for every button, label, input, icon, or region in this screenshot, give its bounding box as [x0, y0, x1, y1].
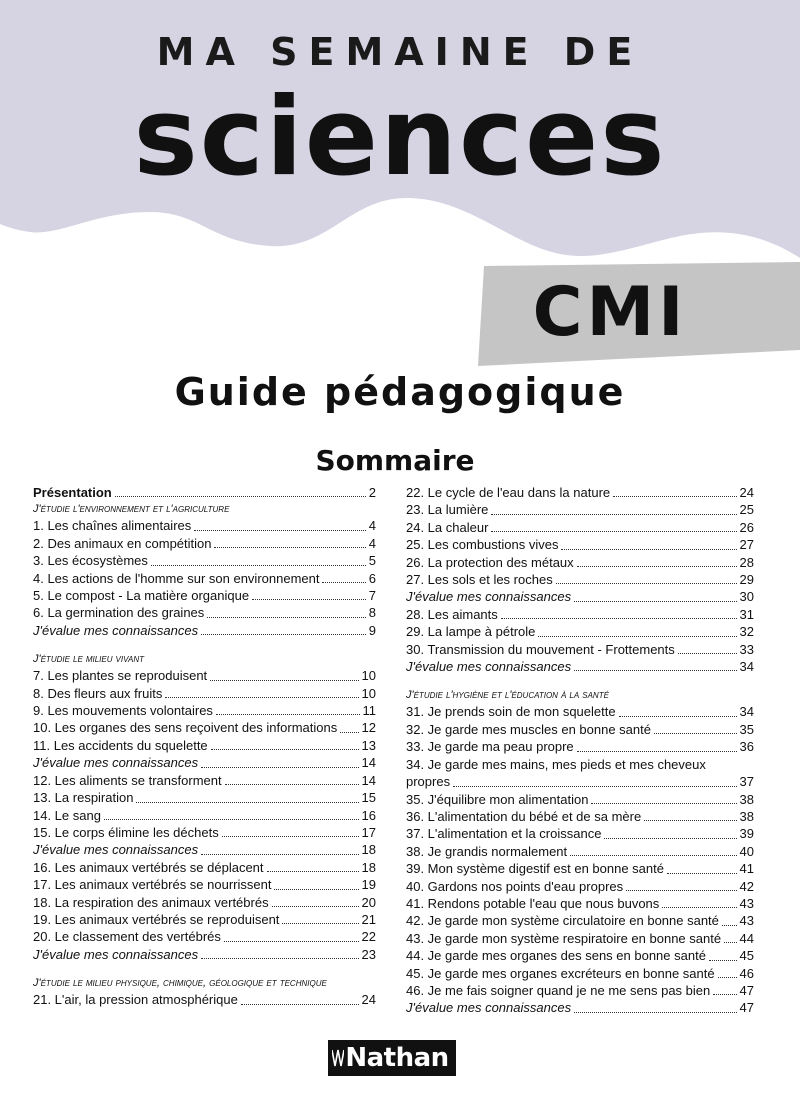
- toc-dot-leader: [322, 582, 365, 583]
- toc-dot-leader: [194, 530, 366, 531]
- toc-entry: [406, 501, 754, 518]
- toc-entry-label: 21. L'air, la pression atmosphérique: [33, 992, 238, 1008]
- toc-entry: [33, 622, 376, 639]
- toc-dot-leader: [662, 907, 736, 908]
- toc-entry: [33, 604, 376, 621]
- toc-entry-line: 34. Je garde mes mains, mes pieds et mes cheveux: [406, 756, 706, 772]
- toc-entry: [33, 484, 376, 501]
- toc-entry-label: 22. Le cycle de l'eau dans la nature: [406, 485, 611, 500]
- toc-entry-label: propres: [406, 774, 451, 790]
- toc-page-number: 23: [361, 946, 376, 962]
- contents-heading: Sommaire: [315, 444, 475, 477]
- toc-entry-label: 23. La lumière: [406, 502, 489, 518]
- toc-page-number: 15: [361, 790, 376, 806]
- toc-dot-leader: [718, 977, 737, 978]
- toc-entry-label: 24. La chaleur: [406, 519, 489, 535]
- toc-entry-label: 29. La lampe à pétrole: [406, 624, 536, 640]
- toc-dot-leader: [713, 994, 736, 995]
- toc-page-number: 10: [361, 668, 376, 684]
- toc-entry: [33, 807, 376, 824]
- toc-page-number: 38: [739, 808, 754, 824]
- toc-section-heading: J'étudie le milieu vivant: [33, 653, 145, 666]
- toc-entry: [406, 658, 754, 675]
- toc-page-number: 44: [739, 930, 754, 946]
- toc-section-heading: J'étudie l'environnement et l'agriculture: [33, 503, 230, 516]
- toc-entry: [406, 912, 754, 929]
- toc-entry-label: 14. Le sang: [33, 807, 101, 823]
- toc-entry-label: 44. Je garde mes organes des sens en bonne santé: [406, 948, 706, 964]
- toc-entry-label: 28. Les aimants: [406, 606, 498, 622]
- toc-page-number: 28: [739, 554, 754, 570]
- toc-entry: [33, 552, 376, 569]
- toc-entry: [406, 878, 754, 895]
- toc-page-number: 16: [361, 807, 376, 823]
- toc-entry: [406, 588, 754, 605]
- toc-entry: [406, 571, 754, 588]
- toc-left-column: [33, 484, 376, 1009]
- toc-dot-leader: [241, 1004, 359, 1005]
- toc-entry-label: 10. Les organes des sens reçoivent des informations: [33, 720, 338, 736]
- toc-page-number: 39: [739, 826, 754, 842]
- toc-page-number: 40: [739, 843, 754, 859]
- toc-section-heading: J'étudie l'hygiène et l'éducation à la santé: [406, 689, 609, 702]
- toc-entry: [33, 789, 376, 806]
- toc-page-number: 42: [739, 878, 754, 894]
- toc-entry-label: 7. Les plantes se reproduisent: [33, 668, 208, 684]
- toc-dot-leader: [252, 599, 366, 600]
- toc-page-number: 27: [739, 537, 754, 553]
- toc-entry: [406, 860, 754, 877]
- toc-dot-leader: [282, 923, 358, 924]
- toc-dot-leader: [165, 697, 358, 698]
- toc-page-number: 31: [739, 606, 754, 622]
- toc-entry: [406, 623, 754, 640]
- toc-entry: [406, 947, 754, 964]
- toc-page-number: 34: [739, 704, 754, 720]
- toc-page-number: 36: [739, 739, 754, 755]
- toc-dot-leader: [272, 906, 359, 907]
- toc-page-number: 17: [361, 824, 376, 840]
- toc-entry-label: 27. Les sols et les roches: [406, 572, 553, 588]
- toc-dot-leader: [151, 565, 366, 566]
- toc-entry: [406, 606, 754, 623]
- toc-entry: [406, 825, 754, 842]
- toc-dot-leader: [604, 838, 736, 839]
- toc-entry: [33, 928, 376, 945]
- toc-dot-leader: [491, 514, 736, 515]
- series-title: MA SEMAINE DE: [156, 30, 644, 74]
- toc-entry: [406, 999, 754, 1016]
- level-label: CMI: [532, 273, 688, 352]
- toc-entry-label: 40. Gardons nos points d'eau propres: [406, 878, 624, 894]
- toc-dot-leader: [626, 890, 736, 891]
- toc-entry-label: J'évalue mes connaissances: [406, 659, 572, 675]
- toc-page-number: 19: [361, 877, 376, 893]
- toc-entry: [406, 554, 754, 571]
- toc-dot-leader: [104, 819, 359, 820]
- toc-page-number: 46: [739, 965, 754, 981]
- toc-entry-label: 41. Rendons potable l'eau que nous buvons: [406, 895, 660, 911]
- toc-entry-label: 46. Je me fais soigner quand je ne me sens pas bien: [406, 982, 711, 998]
- toc-page-number: 30: [739, 589, 754, 605]
- toc-dot-leader: [211, 749, 359, 750]
- toc-page-number: 10: [361, 685, 376, 701]
- toc-entry: [33, 517, 376, 534]
- toc-page-number: 5: [368, 553, 376, 569]
- toc-entry-label: J'évalue mes connaissances: [33, 622, 199, 638]
- toc-page-number: 9: [368, 622, 376, 638]
- toc-dot-leader: [654, 733, 737, 734]
- toc-entry-label: 43. Je garde mon système respiratoire en bonne santé: [406, 930, 722, 946]
- toc-entry-label: 37. L'alimentation et la croissance: [406, 826, 602, 842]
- toc-page-number: 18: [361, 859, 376, 875]
- toc-entry: [406, 895, 754, 912]
- toc-entry-label: 33. Je garde ma peau propre: [406, 739, 574, 755]
- toc-entry: [406, 808, 754, 825]
- logo-wave-icon: [332, 1048, 344, 1068]
- toc-page-number: 34: [739, 659, 754, 675]
- toc-entry-label: J'évalue mes connaissances: [33, 755, 199, 771]
- toc-dot-leader: [570, 855, 736, 856]
- toc-entry-label: 36. L'alimentation du bébé et de sa mère: [406, 808, 642, 824]
- toc-dot-leader: [722, 925, 737, 926]
- toc-page-number: 33: [739, 641, 754, 657]
- toc-dot-leader: [491, 531, 736, 532]
- toc-page-number: 29: [739, 572, 754, 588]
- toc-entry: [406, 519, 754, 536]
- toc-dot-leader: [619, 716, 737, 717]
- toc-entry-label: 2. Des animaux en compétition: [33, 535, 212, 551]
- toc-entry-label: 11. Les accidents du squelette: [33, 737, 208, 753]
- toc-page-number: 43: [739, 913, 754, 929]
- toc-entry: [406, 982, 754, 999]
- toc-entry-label: J'évalue mes connaissances: [33, 946, 199, 962]
- toc-entry-label: 5. Le compost - La matière organique: [33, 588, 250, 604]
- toc-page-number: 26: [739, 519, 754, 535]
- toc-dot-leader: [274, 889, 358, 890]
- toc-entry-label: 13. La respiration: [33, 790, 134, 806]
- toc-page-number: 14: [361, 772, 376, 788]
- toc-entry-label: 31. Je prends soin de mon squelette: [406, 704, 616, 720]
- toc-entry: [406, 773, 754, 790]
- toc-entry-label: 9. Les mouvements volontaires: [33, 703, 213, 719]
- toc-page-number: 12: [361, 720, 376, 736]
- toc-entry-label: 15. Le corps élimine les déchets: [33, 824, 219, 840]
- toc-entry: [33, 991, 376, 1008]
- toc-page-number: 45: [739, 948, 754, 964]
- toc-dot-leader: [667, 873, 737, 874]
- toc-entry: [33, 946, 376, 963]
- toc-entry: [33, 587, 376, 604]
- toc-entry: [33, 772, 376, 789]
- toc-entry: [33, 824, 376, 841]
- toc-dot-leader: [201, 634, 366, 635]
- toc-page-number: 22: [361, 929, 376, 945]
- toc-dot-leader: [501, 618, 737, 619]
- toc-page-number: 24: [361, 992, 376, 1008]
- toc-entry: [33, 535, 376, 552]
- toc-dot-leader: [709, 960, 737, 961]
- toc-entry: [33, 702, 376, 719]
- publisher-logo: [328, 1040, 456, 1076]
- toc-section-heading: J'étudie le milieu physique, chimique, géologique et technique: [33, 977, 327, 990]
- toc-entry-label: 25. Les combustions vives: [406, 537, 559, 553]
- guide-title: Guide pédagogique: [174, 370, 626, 414]
- toc-entry-label: 30. Transmission du mouvement - Frottements: [406, 641, 675, 657]
- toc-entry: [406, 703, 754, 720]
- toc-entry-label: 35. J'équilibre mon alimentation: [406, 791, 589, 807]
- toc-entry-label: 39. Mon système digestif est en bonne santé: [406, 861, 664, 877]
- toc-dot-leader: [538, 636, 736, 637]
- toc-entry: [406, 721, 754, 738]
- toc-entry: [406, 738, 754, 755]
- toc-entry: [33, 911, 376, 928]
- toc-dot-leader: [577, 751, 737, 752]
- toc-entry: [33, 876, 376, 893]
- toc-page-number: 18: [361, 842, 376, 858]
- toc-entry-label: 45. Je garde mes organes excréteurs en bonne santé: [406, 965, 715, 981]
- toc-page-number: 4: [368, 518, 376, 534]
- toc-page-number: 7: [368, 588, 376, 604]
- toc-entry-label: 20. Le classement des vertébrés: [33, 929, 221, 945]
- toc-page-number: 20: [361, 894, 376, 910]
- toc-page-number: 47: [739, 982, 754, 998]
- toc-dot-leader: [214, 547, 365, 548]
- toc-dot-leader: [210, 680, 358, 681]
- toc-dot-leader: [224, 941, 359, 942]
- toc-right-column: [406, 484, 754, 1017]
- toc-entry-label: J'évalue mes connaissances: [406, 1000, 572, 1016]
- toc-dot-leader: [207, 617, 365, 618]
- toc-entry: [406, 536, 754, 553]
- toc-dot-leader: [225, 784, 359, 785]
- toc-entry-label: J'évalue mes connaissances: [406, 589, 572, 605]
- toc-dot-leader: [222, 836, 359, 837]
- toc-page-number: 32: [739, 624, 754, 640]
- toc-entry-label: 38. Je grandis normalement: [406, 843, 568, 859]
- toc-page-number: 11: [362, 703, 376, 719]
- toc-dot-leader: [201, 854, 358, 855]
- toc-entry: [33, 570, 376, 587]
- toc-entry: [406, 484, 754, 501]
- toc-entry: [33, 754, 376, 771]
- toc-entry: [33, 841, 376, 858]
- toc-page-number: 8: [368, 605, 376, 621]
- toc-entry: [33, 737, 376, 754]
- toc-entry-label: 32. Je garde mes muscles en bonne santé: [406, 721, 651, 737]
- toc-entry-label: 4. Les actions de l'homme sur son environnement: [33, 570, 320, 586]
- toc-dot-leader: [577, 566, 737, 567]
- toc-entry: [406, 965, 754, 982]
- toc-dot-leader: [678, 653, 737, 654]
- toc-entry-label: 6. La germination des graines: [33, 605, 205, 621]
- toc-page-number: 24: [739, 485, 754, 500]
- toc-page-number: 21: [361, 911, 376, 927]
- toc-page-number: 6: [368, 570, 376, 586]
- toc-entry: [406, 930, 754, 947]
- toc-entry-label: 16. Les animaux vertébrés se déplacent: [33, 859, 264, 875]
- toc-page-number: 35: [739, 721, 754, 737]
- toc-page-number: 43: [739, 895, 754, 911]
- toc-entry-label: 8. Des fleurs aux fruits: [33, 685, 163, 701]
- toc-entry: [406, 843, 754, 860]
- toc-dot-leader: [644, 820, 736, 821]
- toc-entry: [33, 685, 376, 702]
- toc-dot-leader: [115, 496, 366, 497]
- toc-entry-label: 19. Les animaux vertébrés se reproduisent: [33, 911, 280, 927]
- toc-dot-leader: [591, 803, 736, 804]
- toc-page-number: 13: [361, 737, 376, 753]
- toc-entry-label: 12. Les aliments se transforment: [33, 772, 222, 788]
- toc-entry: [406, 641, 754, 658]
- toc-dot-leader: [724, 942, 736, 943]
- toc-entry: [33, 859, 376, 876]
- toc-dot-leader: [574, 1012, 736, 1013]
- toc-dot-leader: [216, 714, 360, 715]
- toc-entry-label: 42. Je garde mon système circulatoire en bonne santé: [406, 913, 719, 929]
- toc-dot-leader: [201, 767, 358, 768]
- toc-page-number: 47: [739, 1000, 754, 1016]
- toc-dot-leader: [201, 958, 358, 959]
- toc-entry: [33, 894, 376, 911]
- toc-entry-label: 3. Les écosystèmes: [33, 553, 148, 569]
- toc-dot-leader: [613, 496, 736, 497]
- toc-page-number: 4: [368, 535, 376, 551]
- toc-entry-label: J'évalue mes connaissances: [33, 842, 199, 858]
- toc-dot-leader: [136, 802, 358, 803]
- toc-entry-label: 18. La respiration des animaux vertébrés: [33, 894, 269, 910]
- toc-page-number: 2: [368, 485, 376, 500]
- toc-entry-label: 26. La protection des métaux: [406, 554, 574, 570]
- toc-entry: [33, 719, 376, 736]
- toc-page-number: 41: [739, 861, 754, 877]
- toc-entry: [406, 791, 754, 808]
- toc-page-number: 14: [361, 755, 376, 771]
- toc-entry-label: Présentation: [33, 485, 112, 500]
- publisher-name: Nathan: [345, 1043, 449, 1073]
- toc-entry: [33, 667, 376, 684]
- toc-entry-label: 1. Les chaînes alimentaires: [33, 518, 192, 534]
- toc-dot-leader: [453, 786, 736, 787]
- toc-dot-leader: [561, 549, 736, 550]
- toc-dot-leader: [556, 583, 737, 584]
- toc-page-number: 25: [739, 502, 754, 518]
- toc-dot-leader: [340, 732, 358, 733]
- toc-dot-leader: [574, 670, 736, 671]
- toc-page-number: 37: [739, 774, 754, 790]
- toc-dot-leader: [574, 601, 736, 602]
- toc-page-number: 38: [739, 791, 754, 807]
- toc-dot-leader: [267, 871, 359, 872]
- toc-entry-label: 17. Les animaux vertébrés se nourrissent: [33, 877, 272, 893]
- main-title: sciences: [133, 75, 667, 200]
